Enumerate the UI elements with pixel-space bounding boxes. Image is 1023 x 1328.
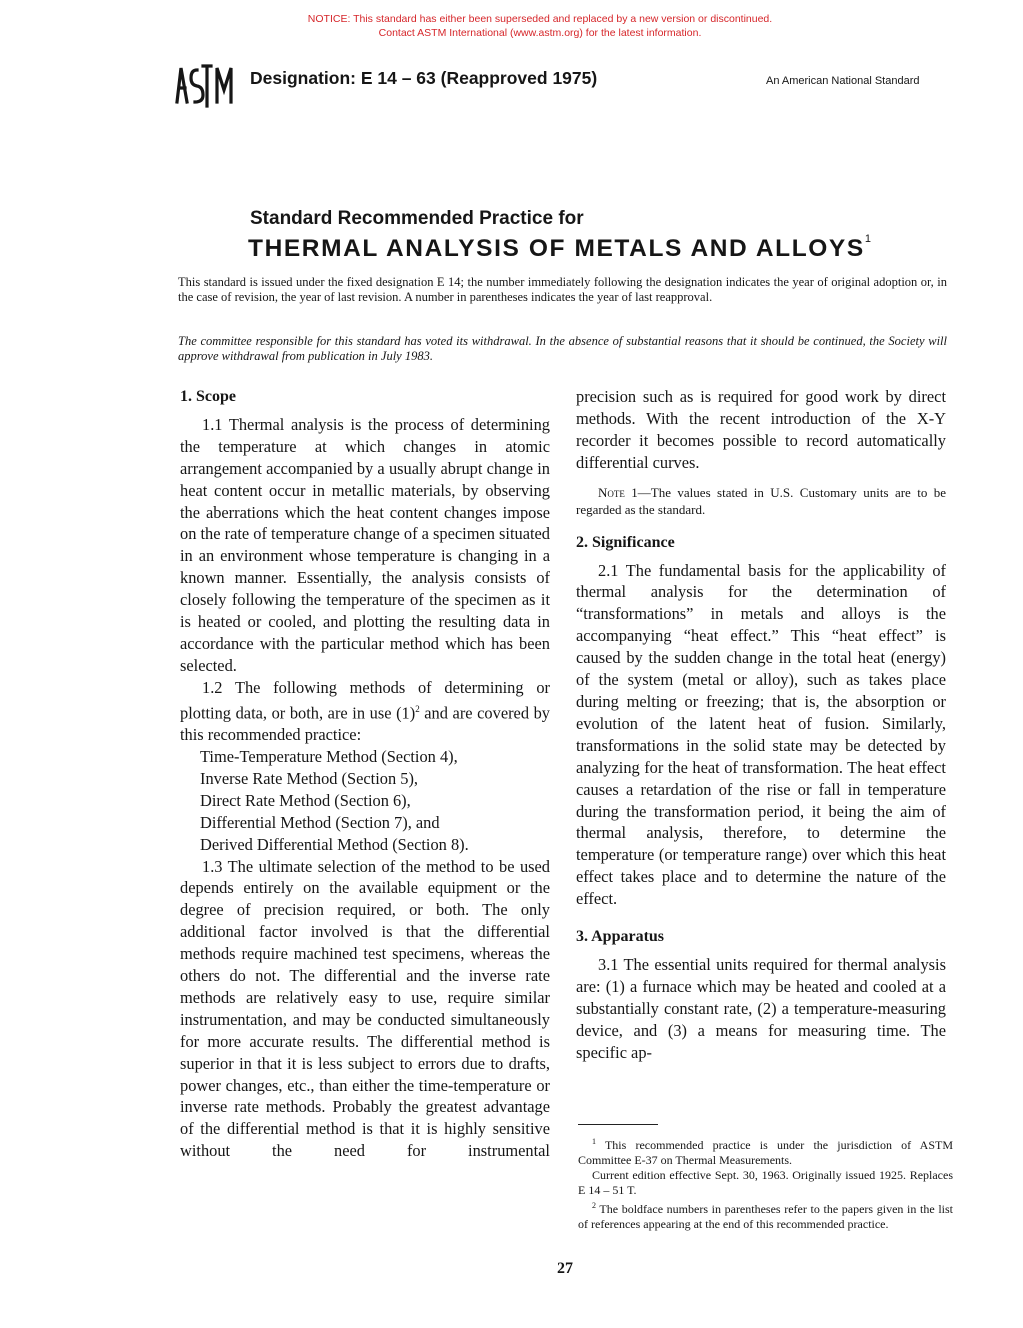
footnotes	[578, 1134, 953, 1232]
title-footnote-mark: 1	[864, 233, 873, 245]
document-title-text: THERMAL ANALYSIS OF METALS AND ALLOYS	[248, 235, 865, 262]
significance-heading: 2. Significance	[576, 533, 675, 551]
scope-heading: 1. Scope	[180, 388, 236, 405]
method-list-item: Inverse Rate Method (Section 5),	[200, 768, 419, 788]
footnote-1: $^1$ This recommended practice is under the jurisdiction of ASTM Committee E-37 on Thermal Measurements.	[578, 1137, 953, 1167]
method-list-item: Time-Temperature Method (Section 4),	[200, 746, 458, 766]
withdrawal-statement: The committee responsible for this standard has voted its withdrawal. In the absence of substantial reasons that it should be continued, the Society will approve withdrawal from publication in July 1983.	[178, 334, 947, 363]
paragraph-1-3: 1.3 The ultimate selection of the method to be used depends entirely on the available equipment or the degree of precision required, or both. The only additional factor involved is that the differential methods require machined test specimens, whereas the others do not. The differential and the inverse rate methods are relatively easy to use, require similar instrumentation, and may be conducted simultaneously for more accurate results. The differential method is superior in that it is less subject to errors due to drafts, power changes, etc., than either the time-temperature or inverse rate methods. Probably the greatest advantage of the differential method is that it is highly sensitive without the need for instrumental	[180, 856, 550, 1161]
national-standard-label: An American National Standard	[766, 75, 920, 87]
issuance-statement: This standard is issued under the fixed designation E 14; the number immediately following the designation indicates the year of original adoption or, in the case of revision, the year of last revision. A number in parentheses indicates the year of last reapproval.	[178, 275, 947, 304]
footnote-2: $^2$ The boldface numbers in parentheses refer to the papers given in the list of references appearing at the end of this recommended practice.	[578, 1201, 953, 1231]
method-list-item: Direct Rate Method (Section 6),	[200, 790, 411, 810]
method-list-item: Derived Differential Method (Section 8).	[200, 834, 469, 854]
apparatus-heading: 3. Apparatus	[576, 928, 665, 946]
note-text: —The values stated in U.S. Customary units are to be regarded as the standard.	[576, 484, 947, 517]
paragraph-3-1: 3.1 The essential units required for thermal analysis are: (1) a furnace which may be heated and cooled at a substantially constant rate, (2) a temperature-measuring device, and (3) a means for measuring time. The specific ap-	[576, 954, 946, 1062]
notice-line-2: Contact ASTM International (www.astm.org) for the latest information.	[378, 27, 702, 39]
footnote-divider	[578, 1124, 658, 1125]
method-list-item: Differential Method (Section 7), and	[200, 812, 440, 832]
document-title	[248, 235, 873, 263]
document-subtitle: Standard Recommended Practice for	[250, 208, 584, 229]
paragraph-1-3-continued: precision such as is required for good work by direct methods. With the recent introduction of the X-Y recorder it becomes possible to record automatically differential curves.	[576, 387, 946, 472]
notice-line-1: NOTICE: This standard has either been superseded and replaced by a new version or discontinued.	[307, 13, 773, 25]
note-label: Note 1	[598, 484, 638, 500]
footnote-1-edition: Current edition effective Sept. 30, 1963. Originally issued 1925. Replaces E 14 – 51 T.	[578, 1168, 953, 1197]
left-column	[180, 386, 550, 1162]
paragraph-1-2: 1.2 The following methods of determining or plotting data, or both, are in use (1)$^2$ and are covered by this recommended practice:	[180, 677, 551, 745]
page-number: 27	[557, 1260, 573, 1277]
paragraph-2-1: 2.1 The fundamental basis for the applicability of thermal analysis for the determination of “transformations” in metals and alloys is the accompanying “heat effect.” This “heat effect” is caused by the sudden change in the total heat (energy) of the system (metal or alloy), such as takes place during melting or freezing; that is, the absorption or evolution of the latent heat of fusion. Similarly, transformations in the solid state may be detected by analyzing for the heat of transformation. The heat effect causes a retardation of the rise or fall in temperature during the transformation period, it being the aim of thermal analysis, therefore, to determine the temperature (or temperature range) over which this heat effect takes place and to determine the nature of the effect.	[576, 560, 946, 909]
designation: Designation: E 14 – 63 (Reapproved 1975)	[250, 68, 598, 88]
paragraph-1-1: 1.1 Thermal analysis is the process of determining the temperature at which changes in atomic arrangement accompanied by a usually abrupt change in heat content occur in metallic materials, by observing the aberrations which the heat content changes impose on the rate of temperature change of a specimen situated in an environment whose temperature is changing in a known manner. Essentially, the analysis consists of closely following the temperature of the specimen as it is heated or cooled, and plotting the resulting data in accordance with the particular method which has been selected.	[180, 414, 550, 675]
right-column	[576, 386, 946, 1063]
astm-logo	[173, 58, 237, 110]
note-1	[576, 484, 946, 518]
